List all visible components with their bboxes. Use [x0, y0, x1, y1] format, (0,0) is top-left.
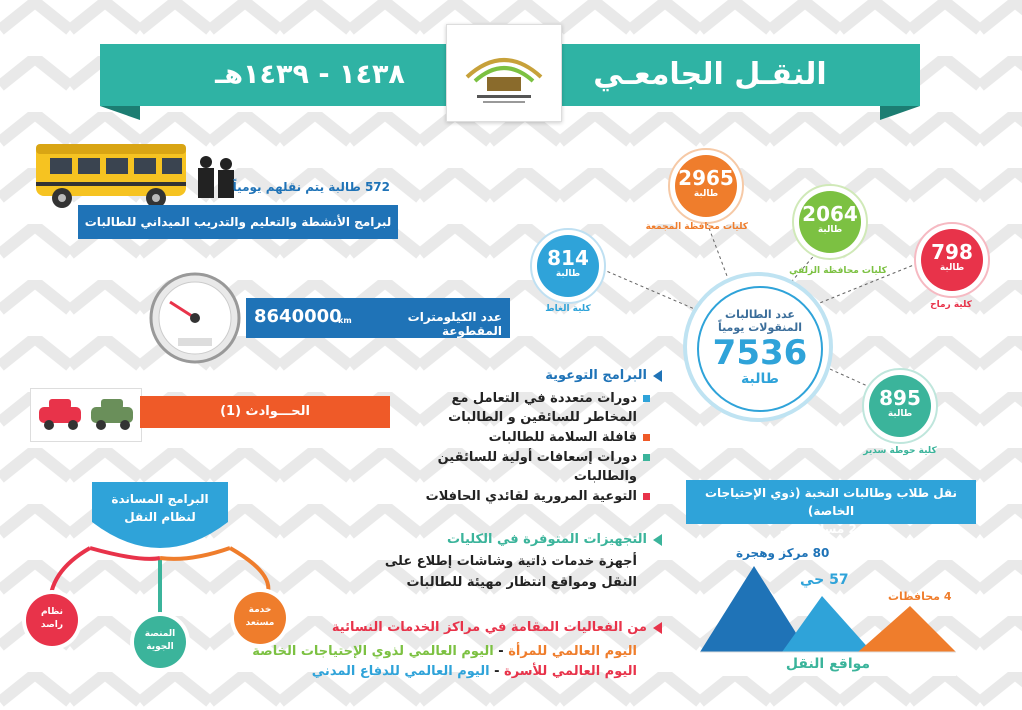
college-sudair-label: كلية حوطة سدير [863, 446, 937, 456]
center-value: 7536 [712, 333, 808, 373]
banner-fold-left [100, 106, 140, 120]
special-needs-box: نقل طلاب وطالبات النخبة (ذوي الإحتياجات الخاصة) عدد 2 مسار خاص [686, 480, 976, 524]
support-item-rased: نظام راصد [22, 590, 82, 650]
awareness-item: قافلة السلامة للطالبات [489, 430, 650, 445]
awareness-item: والطالبات [573, 469, 637, 484]
events-title: من الفعاليات المقامة في مراكز الخدمات النسائية [332, 620, 662, 635]
km-value: 8640000 [254, 306, 342, 327]
years-label: ١٤٣٨ - ١٤٣٩هـ [215, 59, 405, 90]
car-crash-icon [31, 389, 141, 441]
college-ghat: 814 طالبة [530, 228, 606, 304]
awareness-item: المخاطر للسائقين و الطالبات [448, 410, 637, 425]
location-label-governorates: 4 محافظات [888, 590, 952, 603]
support-item-mustaed: خدمة مستعد [230, 588, 290, 648]
speedometer-icon [140, 268, 250, 364]
accident-illustration [30, 388, 142, 442]
bullet-square-icon [643, 434, 650, 441]
college-zulfi: 2064 طالبة [792, 184, 868, 260]
center-inner: عدد الطالبات المنقولات يومياً 7536 طالبة [697, 286, 823, 412]
college-majmaah-label: كليات محافظة المجمعة [645, 222, 748, 232]
college-sudair: 895 طالبة [862, 368, 938, 444]
arrow-left-icon [653, 370, 662, 382]
college-zulfi-label: كليات محافظة الزلفي [789, 266, 887, 276]
awareness-item: دورات إسعافات أولية للسائقين [438, 450, 650, 465]
equipment-title: التجهيزات المتوفرة في الكليات [447, 532, 662, 547]
bullet-square-icon [643, 395, 650, 402]
logo-icon [447, 25, 561, 121]
location-label-centers: 80 مركز وهجرة [736, 546, 830, 560]
page-title: النقـل الجامعـي [593, 57, 827, 92]
km-label: عدد الكيلومترات المقطوعة [407, 310, 502, 338]
accidents-label: الحـــوادث (1) [140, 396, 390, 428]
logo [446, 24, 562, 122]
km-unit: km [338, 316, 352, 325]
support-title: البرامج المساندة لنظام النقل [111, 492, 209, 524]
bullet-square-icon [643, 454, 650, 461]
bullet-square-icon [643, 493, 650, 500]
equipment-line: أجهزة خدمات ذاتية وشاشات إطلاع على [384, 554, 637, 569]
locations-chart [690, 540, 990, 710]
arrow-left-icon [653, 534, 662, 546]
college-majmaah: 2965 طالبة [668, 148, 744, 224]
locations-title: مواقع النقل [785, 656, 871, 672]
awareness-item: التوعية المرورية لقائدي الحافلات [426, 489, 650, 504]
km-box [246, 298, 510, 338]
activities-label: لبرامج الأنشطة والتعليم والتدريب الميداني للطالبات [78, 205, 398, 239]
location-peak-governorates [858, 606, 956, 652]
center-circle [683, 272, 833, 422]
support-item-platform: المنصة الجوية [130, 612, 190, 672]
college-rumah-label: كلية رماح [930, 300, 972, 310]
college-ghat-label: كلية الغاط [545, 304, 591, 314]
banner-fold-right [880, 106, 920, 120]
college-rumah: 798 طالبة [914, 222, 990, 298]
events-row: اليوم العالمي للأسرة - اليوم العالمي للدفاع المدني [311, 664, 637, 679]
awareness-item: دورات متعددة في التعامل مع [451, 391, 650, 406]
bus-illustration [30, 136, 240, 216]
events-row: اليوم العالمي للمرأة - اليوم العالمي لذوي الإحتياجات الخاصة [252, 644, 637, 659]
activities-count: 572 طالبة يتم نقلهم يومياً [232, 180, 390, 194]
equipment-line: النقل ومواقع انتظار مهيئة للطالبات [406, 575, 637, 590]
location-peak-districts [782, 596, 872, 652]
location-label-districts: 57 حي [800, 572, 849, 588]
awareness-title: البرامج التوعوية [545, 368, 662, 383]
arrow-left-icon [653, 622, 662, 634]
